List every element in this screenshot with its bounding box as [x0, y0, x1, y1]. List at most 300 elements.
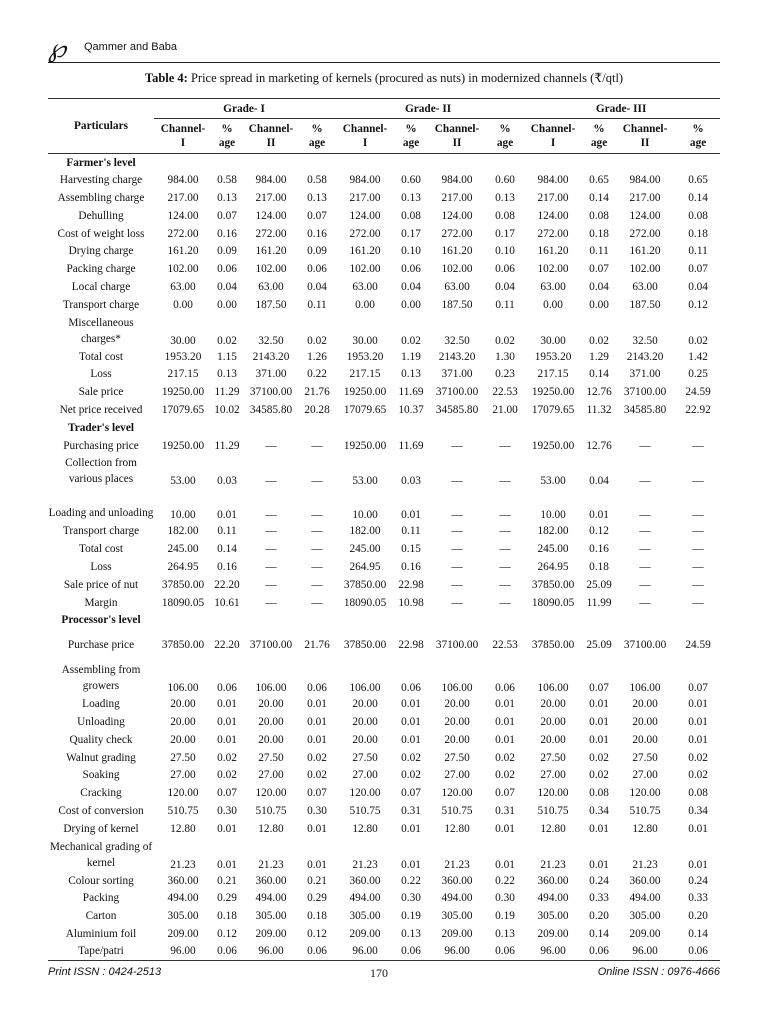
- value-cell: 0.01: [217, 733, 237, 746]
- value-cell: 360.00: [441, 874, 473, 887]
- value-cell: 11.29: [214, 439, 240, 452]
- table-row: [48, 348, 720, 366]
- value-cell: 10.98: [398, 596, 424, 609]
- value-cell: 0.01: [495, 822, 515, 835]
- page-number: 170: [370, 966, 388, 980]
- empty-cell: [426, 154, 488, 172]
- value-cell: 161.20: [441, 245, 473, 258]
- value-cell: 18090.05: [343, 596, 387, 609]
- value-cell: 37850.00: [343, 639, 387, 652]
- table-caption: [48, 70, 720, 86]
- value-cell: 120.00: [349, 787, 381, 800]
- value-cell: 0.16: [217, 227, 237, 240]
- value-cell: 0.01: [307, 733, 327, 746]
- value-cell: 0.04: [589, 280, 609, 293]
- value-cell: 0.14: [589, 927, 609, 940]
- value-cell: 21.23: [258, 858, 284, 871]
- value-cell: 0.01: [589, 733, 609, 746]
- value-cell: 0.07: [495, 787, 515, 800]
- value-cell: 0.00: [355, 298, 375, 311]
- row-label: Colour sorting: [68, 874, 134, 887]
- value-cell: 272.00: [167, 227, 199, 240]
- value-cell: 209.00: [629, 927, 661, 940]
- value-cell: 53.00: [352, 475, 378, 488]
- row-label: Assembling charge: [57, 191, 145, 204]
- value-cell: 0.14: [217, 543, 237, 556]
- value-cell: 0.01: [401, 858, 421, 871]
- table-row: [48, 594, 720, 612]
- empty-cell: [154, 611, 212, 629]
- row-label: Transport charge: [62, 298, 140, 311]
- value-cell: 102.00: [349, 263, 381, 276]
- value-cell: 25.09: [586, 639, 612, 652]
- value-cell: 0.01: [688, 715, 708, 728]
- value-cell: 120.00: [629, 787, 661, 800]
- value-cell: 0.22: [307, 368, 327, 381]
- value-cell: 0.01: [217, 698, 237, 711]
- value-cell: 20.00: [540, 715, 566, 728]
- row-label: Assembling from growers: [61, 664, 141, 693]
- empty-cell: [676, 154, 720, 172]
- value-cell: 12.80: [444, 822, 470, 835]
- value-cell: 0.08: [589, 787, 609, 800]
- value-cell: 10.02: [214, 403, 240, 416]
- value-cell: 0.65: [688, 174, 708, 187]
- value-cell: 217.00: [441, 191, 473, 204]
- value-cell: 63.00: [258, 280, 284, 293]
- value-cell: —: [639, 543, 651, 556]
- table-row: [48, 713, 720, 731]
- value-cell: 12.80: [632, 822, 658, 835]
- value-cell: —: [639, 525, 651, 538]
- empty-cell: [212, 611, 242, 629]
- value-cell: 510.75: [537, 804, 569, 817]
- value-cell: 0.04: [589, 475, 609, 488]
- value-cell: 19250.00: [343, 386, 387, 399]
- value-cell: 0.09: [307, 245, 327, 258]
- value-cell: 0.08: [688, 787, 708, 800]
- table-row: [48, 749, 720, 767]
- value-cell: 0.34: [589, 804, 609, 817]
- value-cell: 0.01: [307, 822, 327, 835]
- value-cell: 0.14: [688, 191, 708, 204]
- value-cell: 102.00: [441, 263, 473, 276]
- value-cell: 0.24: [589, 874, 609, 887]
- value-cell: 27.50: [540, 751, 566, 764]
- value-cell: 494.00: [255, 892, 287, 905]
- value-cell: —: [265, 578, 277, 591]
- value-cell: 0.04: [307, 280, 327, 293]
- value-cell: 37850.00: [161, 578, 205, 591]
- value-cell: 20.00: [352, 715, 378, 728]
- value-cell: 0.11: [307, 298, 327, 311]
- value-cell: 63.00: [352, 280, 378, 293]
- empty-cell: [334, 419, 396, 437]
- value-cell: 0.00: [217, 298, 237, 311]
- empty-cell: [300, 419, 334, 437]
- empty-cell: [522, 611, 584, 629]
- value-cell: 161.20: [255, 245, 287, 258]
- row-label: Net price received: [59, 403, 143, 416]
- value-cell: 0.12: [688, 298, 708, 311]
- value-cell: 182.00: [167, 525, 199, 538]
- value-cell: 0.06: [217, 682, 237, 695]
- value-cell: 0.02: [688, 751, 708, 764]
- value-cell: 22.92: [685, 403, 711, 416]
- value-cell: 0.11: [688, 245, 708, 258]
- value-cell: 0.17: [401, 227, 421, 240]
- value-cell: 0.24: [688, 874, 708, 887]
- price-spread-table: [48, 98, 720, 961]
- row-label: Unloading: [77, 715, 125, 728]
- value-cell: 22.20: [214, 639, 240, 652]
- value-cell: 12.80: [170, 822, 196, 835]
- value-cell: 1.29: [589, 350, 609, 363]
- row-label: Loading and unloading: [48, 507, 154, 520]
- value-cell: 0.01: [401, 715, 421, 728]
- value-cell: 0.01: [217, 822, 237, 835]
- value-cell: 0.04: [401, 280, 421, 293]
- value-cell: 12.80: [540, 822, 566, 835]
- table-row: [48, 383, 720, 401]
- value-cell: —: [499, 560, 511, 573]
- value-cell: 305.00: [349, 910, 381, 923]
- value-cell: 0.02: [401, 769, 421, 782]
- print-issn: Print ISSN : 0424-2513: [48, 966, 162, 978]
- value-cell: 20.00: [632, 698, 658, 711]
- value-cell: 37100.00: [249, 639, 293, 652]
- value-cell: 0.21: [307, 874, 327, 887]
- row-label: Dehulling: [78, 209, 124, 222]
- value-cell: —: [499, 543, 511, 556]
- value-cell: 63.00: [540, 280, 566, 293]
- table-row: [48, 695, 720, 713]
- value-cell: 0.02: [217, 334, 237, 347]
- row-label: Harvesting charge: [59, 174, 143, 187]
- value-cell: 34585.80: [435, 403, 479, 416]
- value-cell: 19250.00: [343, 439, 387, 452]
- value-cell: 2143.20: [626, 350, 664, 363]
- row-label: Transport charge: [62, 525, 140, 538]
- value-cell: —: [451, 439, 463, 452]
- value-cell: 0.17: [495, 227, 515, 240]
- value-cell: 0.08: [688, 209, 708, 222]
- value-cell: 12.80: [352, 822, 378, 835]
- value-cell: 494.00: [441, 892, 473, 905]
- value-cell: 0.29: [217, 892, 237, 905]
- value-cell: 11.32: [586, 403, 612, 416]
- value-cell: 34585.80: [249, 403, 293, 416]
- value-cell: 17079.65: [531, 403, 575, 416]
- value-cell: 0.16: [217, 560, 237, 573]
- value-cell: 106.00: [167, 682, 199, 695]
- value-cell: 0.11: [589, 245, 609, 258]
- value-cell: 0.00: [543, 298, 563, 311]
- value-cell: 264.95: [537, 560, 569, 573]
- value-cell: 209.00: [255, 927, 287, 940]
- value-cell: 0.13: [401, 927, 421, 940]
- value-cell: 272.00: [255, 227, 287, 240]
- value-cell: 21.76: [304, 639, 330, 652]
- row-label: Local charge: [71, 280, 131, 293]
- value-cell: 0.12: [307, 927, 327, 940]
- table-caption-label: Table 4:: [144, 71, 188, 85]
- empty-cell: [614, 419, 676, 437]
- value-cell: 20.00: [632, 733, 658, 746]
- value-cell: 20.00: [170, 698, 196, 711]
- row-label: Quality check: [69, 733, 133, 746]
- empty-cell: [488, 611, 522, 629]
- value-cell: 32.50: [444, 334, 470, 347]
- value-cell: 0.01: [589, 858, 609, 871]
- row-label: Packing charge: [66, 263, 136, 276]
- value-cell: 245.00: [167, 543, 199, 556]
- value-cell: 0.06: [307, 263, 327, 276]
- value-cell: 360.00: [349, 874, 381, 887]
- value-cell: 0.13: [307, 191, 327, 204]
- value-cell: 0.09: [217, 245, 237, 258]
- value-cell: 0.10: [401, 245, 421, 258]
- value-cell: —: [499, 439, 511, 452]
- value-cell: 22.53: [492, 386, 518, 399]
- value-cell: 510.75: [629, 804, 661, 817]
- value-cell: 0.14: [589, 191, 609, 204]
- channel-header: Channel- II: [614, 119, 676, 154]
- value-cell: 0.30: [217, 804, 237, 817]
- value-cell: 0.02: [495, 334, 515, 347]
- value-cell: 0.08: [495, 209, 515, 222]
- percent-age-header: % age: [584, 119, 614, 154]
- value-cell: 0.15: [401, 543, 421, 556]
- table-row: [48, 260, 720, 278]
- table-row: [48, 296, 720, 314]
- value-cell: 96.00: [522, 943, 584, 961]
- empty-cell: [300, 154, 334, 172]
- value-cell: 2143.20: [438, 350, 476, 363]
- value-cell: 0.31: [401, 804, 421, 817]
- value-cell: —: [265, 543, 277, 556]
- value-cell: 984.00: [537, 174, 569, 187]
- value-cell: —: [692, 475, 704, 488]
- value-cell: 0.16: [401, 560, 421, 573]
- value-cell: —: [265, 525, 277, 538]
- value-cell: 245.00: [537, 543, 569, 556]
- value-cell: 0.30: [495, 892, 515, 905]
- value-cell: 494.00: [537, 892, 569, 905]
- value-cell: 0.01: [589, 509, 609, 522]
- value-cell: 32.50: [632, 334, 658, 347]
- value-cell: 27.50: [444, 751, 470, 764]
- value-cell: 0.02: [401, 751, 421, 764]
- value-cell: 120.00: [167, 787, 199, 800]
- percent-age-header: % age: [396, 119, 426, 154]
- value-cell: 20.00: [258, 733, 284, 746]
- table-row: [48, 661, 720, 695]
- value-cell: 0.02: [307, 751, 327, 764]
- value-cell: 96.00: [242, 943, 300, 961]
- value-cell: —: [692, 596, 704, 609]
- percent-age-header: % age: [212, 119, 242, 154]
- value-cell: 305.00: [537, 910, 569, 923]
- value-cell: 0.00: [173, 298, 193, 311]
- value-cell: 124.00: [349, 209, 381, 222]
- row-label: Loss: [90, 560, 112, 573]
- value-cell: 20.28: [304, 403, 330, 416]
- value-cell: 21.23: [632, 858, 658, 871]
- value-cell: 120.00: [537, 787, 569, 800]
- value-cell: 984.00: [629, 174, 661, 187]
- value-cell: 63.00: [632, 280, 658, 293]
- value-cell: 0.06: [495, 682, 515, 695]
- value-cell: —: [451, 509, 463, 522]
- value-cell: —: [451, 475, 463, 488]
- value-cell: —: [639, 439, 651, 452]
- value-cell: 37850.00: [531, 578, 575, 591]
- value-cell: —: [692, 509, 704, 522]
- value-cell: 21.23: [352, 858, 378, 871]
- value-cell: 0.06: [488, 943, 522, 961]
- value-cell: 102.00: [629, 263, 661, 276]
- value-cell: 19250.00: [531, 386, 575, 399]
- table-row: [48, 943, 720, 961]
- value-cell: 53.00: [170, 475, 196, 488]
- value-cell: 494.00: [167, 892, 199, 905]
- value-cell: 17079.65: [343, 403, 387, 416]
- value-cell: 0.60: [495, 174, 515, 187]
- value-cell: 0.22: [401, 874, 421, 887]
- value-cell: 161.20: [167, 245, 199, 258]
- value-cell: 0.11: [495, 298, 515, 311]
- value-cell: 494.00: [629, 892, 661, 905]
- value-cell: 0.18: [307, 910, 327, 923]
- table-row: [48, 802, 720, 820]
- value-cell: 96.00: [614, 943, 676, 961]
- table-row: [48, 872, 720, 890]
- value-cell: 0.01: [495, 698, 515, 711]
- value-cell: 37100.00: [435, 639, 479, 652]
- value-cell: 0.03: [217, 475, 237, 488]
- value-cell: 0.01: [688, 733, 708, 746]
- value-cell: 0.18: [589, 227, 609, 240]
- value-cell: 32.50: [258, 334, 284, 347]
- row-label: Aluminium foil: [65, 927, 137, 940]
- value-cell: 245.00: [349, 543, 381, 556]
- value-cell: 0.10: [495, 245, 515, 258]
- value-cell: 0.02: [589, 769, 609, 782]
- value-cell: 0.65: [589, 174, 609, 187]
- value-cell: 187.50: [255, 298, 287, 311]
- value-cell: 0.18: [688, 227, 708, 240]
- row-label: Cost of weight loss: [57, 227, 145, 240]
- value-cell: 0.01: [401, 733, 421, 746]
- value-cell: 0.04: [688, 280, 708, 293]
- table-row: [48, 838, 720, 872]
- value-cell: 27.00: [170, 769, 196, 782]
- value-cell: 0.06: [676, 943, 720, 961]
- empty-cell: [396, 419, 426, 437]
- value-cell: —: [311, 509, 323, 522]
- row-label: Cracking: [80, 787, 122, 800]
- value-cell: 0.19: [401, 910, 421, 923]
- value-cell: 510.75: [255, 804, 287, 817]
- value-cell: 0.07: [307, 209, 327, 222]
- value-cell: 217.15: [349, 368, 381, 381]
- row-label: Drying charge: [68, 245, 134, 258]
- value-cell: 20.00: [352, 733, 378, 746]
- value-cell: 1.19: [401, 350, 421, 363]
- value-cell: 21.76: [304, 386, 330, 399]
- value-cell: 102.00: [255, 263, 287, 276]
- value-cell: 30.00: [540, 334, 566, 347]
- row-label: Tape/patri: [48, 943, 154, 961]
- row-label: Collection from various places: [65, 457, 137, 486]
- value-cell: 209.00: [167, 927, 199, 940]
- value-cell: 182.00: [537, 525, 569, 538]
- value-cell: 0.06: [300, 943, 334, 961]
- value-cell: 0.00: [401, 298, 421, 311]
- value-cell: 102.00: [167, 263, 199, 276]
- value-cell: 11.29: [214, 386, 240, 399]
- empty-cell: [676, 611, 720, 629]
- value-cell: —: [265, 509, 277, 522]
- value-cell: 0.06: [396, 943, 426, 961]
- value-cell: 0.31: [495, 804, 515, 817]
- value-cell: 21.00: [492, 403, 518, 416]
- running-header-authors: Qammer and Baba: [84, 41, 177, 53]
- value-cell: 0.14: [688, 927, 708, 940]
- running-header: [48, 36, 720, 63]
- empty-cell: [522, 419, 584, 437]
- row-label: Carton: [85, 910, 117, 923]
- empty-cell: [242, 419, 300, 437]
- value-cell: 0.11: [401, 525, 421, 538]
- row-label: Purchase price: [67, 639, 135, 652]
- value-cell: —: [451, 596, 463, 609]
- value-cell: 63.00: [444, 280, 470, 293]
- value-cell: —: [311, 560, 323, 573]
- value-cell: 1.42: [688, 350, 708, 363]
- value-cell: 305.00: [167, 910, 199, 923]
- value-cell: 19250.00: [531, 439, 575, 452]
- section-header-row: [48, 611, 720, 629]
- value-cell: 217.00: [629, 191, 661, 204]
- value-cell: 0.07: [217, 209, 237, 222]
- table-row: [48, 189, 720, 207]
- empty-cell: [212, 419, 242, 437]
- value-cell: 0.06: [307, 682, 327, 695]
- empty-cell: [300, 611, 334, 629]
- value-cell: 0.02: [401, 334, 421, 347]
- value-cell: 1.30: [495, 350, 515, 363]
- value-cell: 124.00: [441, 209, 473, 222]
- value-cell: 0.02: [589, 751, 609, 764]
- table-row: [48, 314, 720, 348]
- value-cell: 21.23: [444, 858, 470, 871]
- value-cell: 360.00: [629, 874, 661, 887]
- row-label: Walnut grading: [66, 751, 136, 764]
- value-cell: 12.76: [586, 439, 612, 452]
- value-cell: 984.00: [255, 174, 287, 187]
- value-cell: 0.07: [401, 787, 421, 800]
- value-cell: 217.00: [537, 191, 569, 204]
- value-cell: 161.20: [629, 245, 661, 258]
- channel-header: Channel- II: [242, 119, 300, 154]
- value-cell: 0.13: [401, 368, 421, 381]
- value-cell: 305.00: [629, 910, 661, 923]
- value-cell: 0.04: [217, 280, 237, 293]
- table-row: [48, 629, 720, 661]
- value-cell: —: [499, 475, 511, 488]
